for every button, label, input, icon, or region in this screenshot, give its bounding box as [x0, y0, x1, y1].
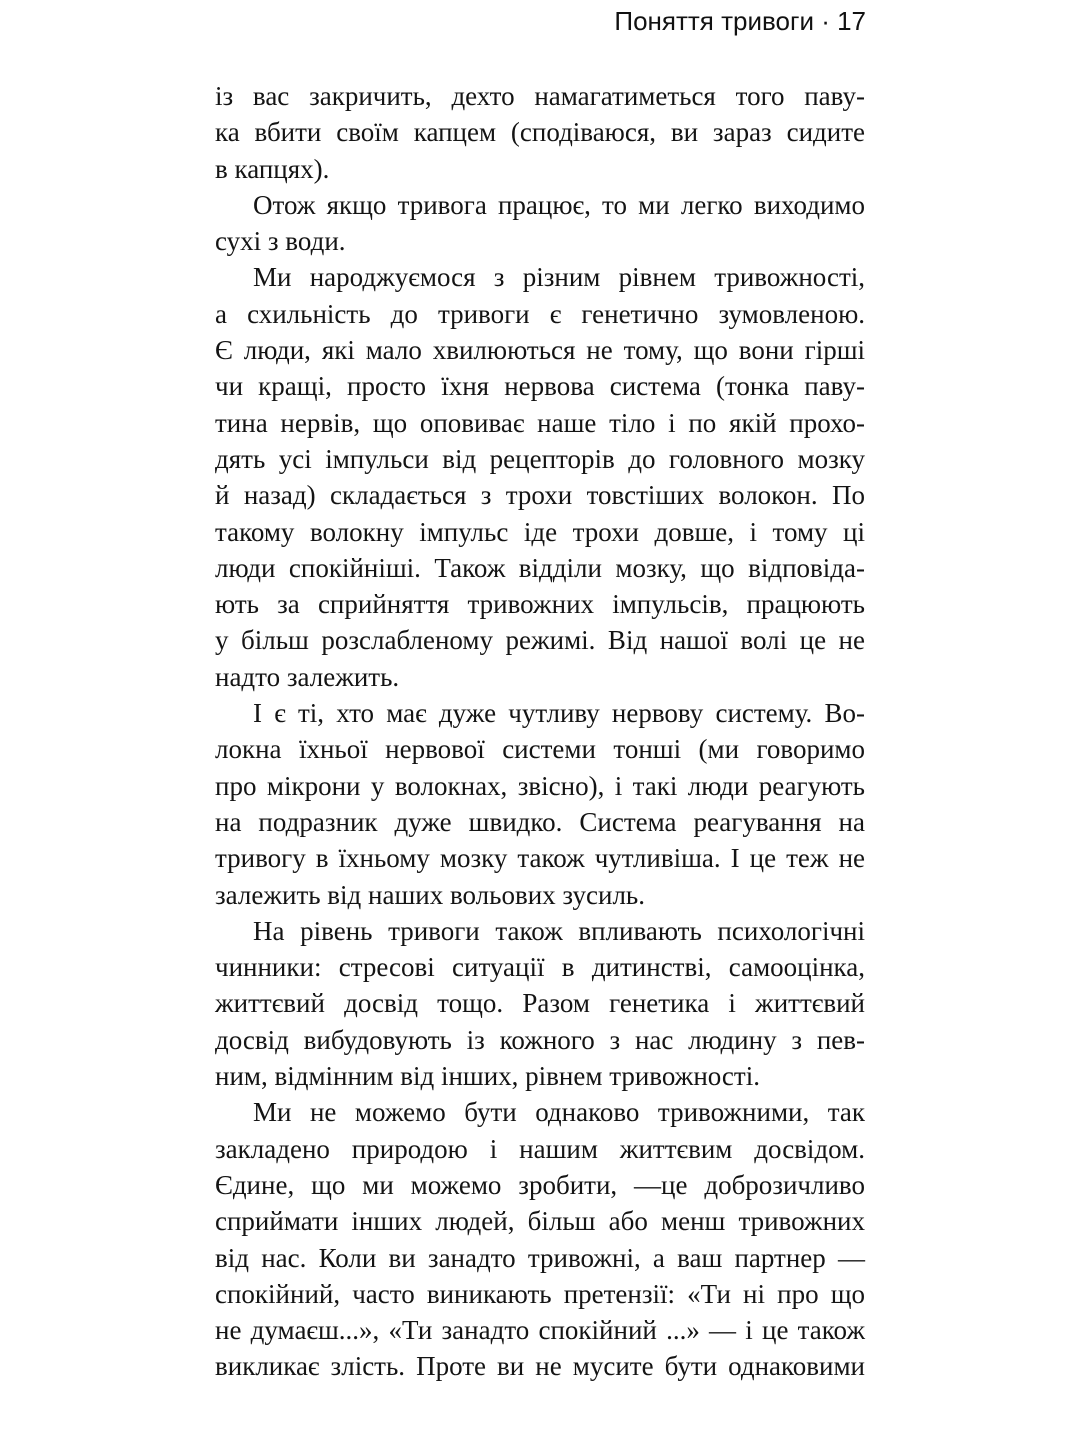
text-line: залежить від наших вольових зусиль. [215, 879, 645, 910]
text-line: викликає злість. Проте ви не мусите бути однаковими [215, 1351, 865, 1382]
text-line: ка вбити своїм капцем (сподіваюся, ви зараз сидите [215, 117, 865, 148]
text-line: люди спокійніші. Також відділи мозку, що відповіда- [215, 552, 865, 583]
paragraph [215, 695, 865, 913]
text-line: життєвий досвід тощо. Разом генетика і життєвий [215, 988, 865, 1019]
text-line: чи кращі, просто їхня нервова система (тонка паву- [215, 371, 865, 402]
text-line: від нас. Коли ви занадто тривожні, а ваш партнер — [215, 1242, 865, 1273]
text-line: а схильність до тривоги є генетично зумовленою. [215, 298, 865, 329]
text-line: надто залежить. [215, 661, 400, 692]
paragraph [215, 1094, 865, 1384]
text-line: про мікрони у волокнах, звісно), і такі люди реагують [215, 770, 865, 801]
text-line: Є люди, які мало хвилюються не тому, що вони гірші [215, 335, 865, 366]
text-line: тина нервів, що оповиває наше тіло і по якій прохо- [215, 407, 865, 438]
text-line: досвід вибудовують із кожного з нас людину з пев- [215, 1024, 865, 1055]
paragraph [215, 78, 865, 187]
text-line: не думаєш...», «Ти занадто спокійний ...» — і це також [215, 1315, 865, 1346]
text-line: сухі з води. [215, 226, 346, 257]
paragraph [215, 187, 865, 260]
text-line: Отож якщо тривога працює, то ми легко виходимо [253, 189, 865, 220]
text-line: дять усі імпульси від рецепторів до головного мозку [215, 443, 865, 474]
text-line: закладено природою і нашим життєвим досвідом. [215, 1133, 865, 1164]
body-text [215, 78, 865, 1385]
text-line: у більш розслабленому режимі. Від нашої волі це не [215, 625, 865, 656]
text-line: ним, відмінним від інших, рівнем тривожності. [215, 1061, 760, 1092]
text-line: чинники: стресові ситуації в дитинстві, самооцінка, [215, 952, 865, 983]
text-line: спокійний, часто виникають претензії: «Ти ні про що [215, 1278, 865, 1309]
text-line: сприймати інших людей, більш або менш тривожних [215, 1206, 865, 1237]
text-line: із вас закричить, дехто намагатиметься того паву- [215, 81, 865, 111]
text-line: такому волокну імпульс іде трохи довше, і тому ці [215, 516, 865, 547]
text-line: ють за сприйняття тривожних імпульсів, працюють [215, 589, 865, 620]
text-line: в капцях). [215, 153, 330, 184]
text-line: тривогу в їхньому мозку також чутливіша. І це теж не [215, 843, 865, 874]
running-header: Поняття тривоги · 17 [614, 6, 866, 36]
text-line: Ми не можемо бути однаково тривожними, так [253, 1097, 865, 1128]
paragraph [215, 259, 865, 695]
text-line: На рівень тривоги також впливають психологічні [253, 915, 865, 946]
paragraph [215, 913, 865, 1094]
text-line: на подразник дуже швидко. Система реагування на [215, 806, 865, 837]
text-line: Ми народжуємося з різним рівнем тривожності, [253, 262, 865, 293]
text-line: Єдине, що ми можемо зробити, —це доброзичливо [215, 1169, 865, 1200]
text-line: й назад) складається з трохи товстіших волокон. По [215, 480, 865, 511]
text-line: локна їхньої нервової системи тонші (ми говоримо [215, 734, 865, 765]
text-line: І є ті, хто має дуже чутливу нервову систему. Во- [253, 698, 865, 729]
